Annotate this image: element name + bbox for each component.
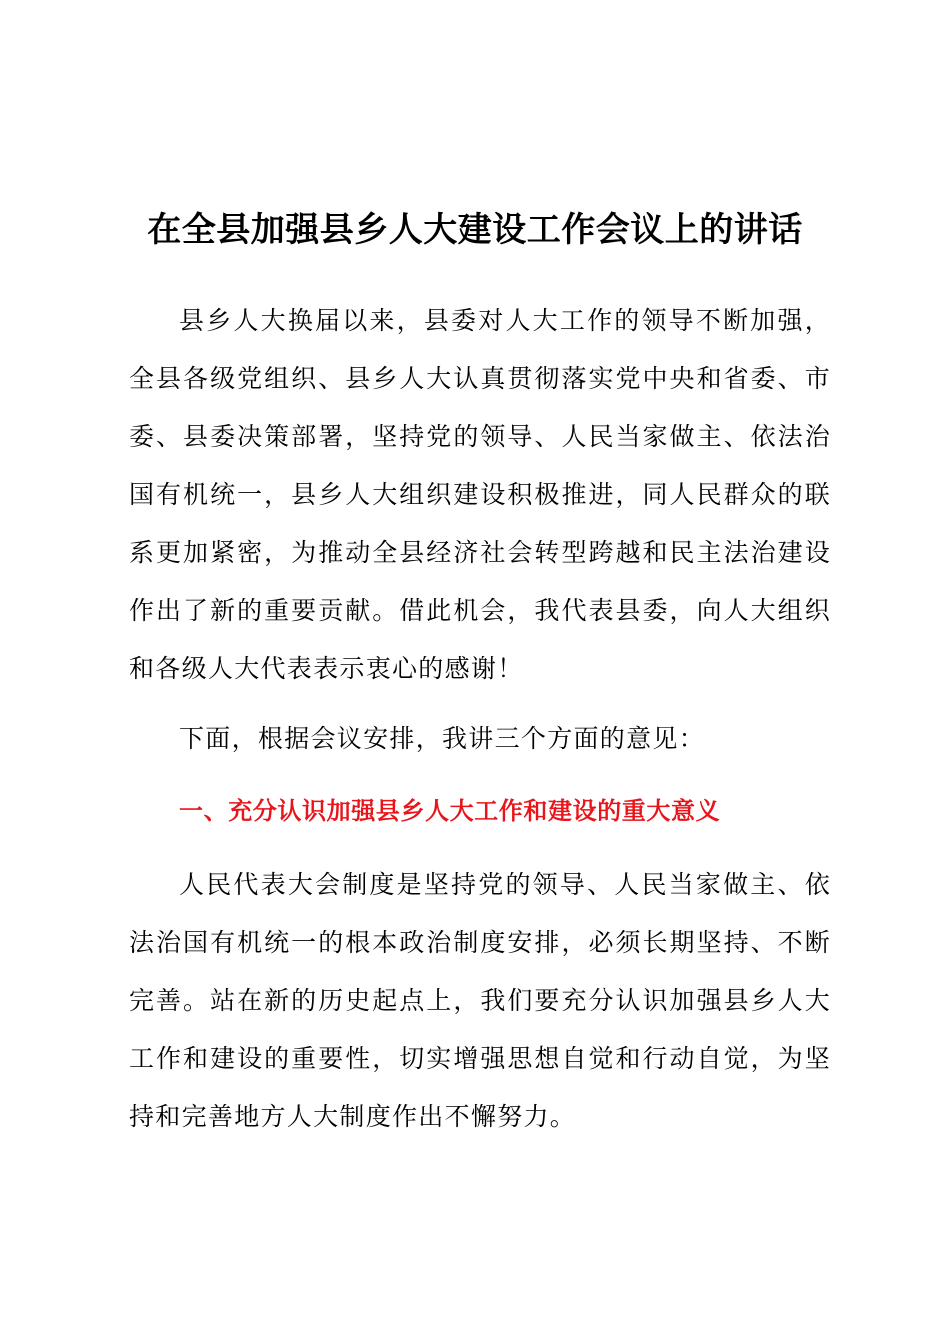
section-1-paragraph: 人民代表大会制度是坚持党的领导、人民当家做主、依法治国有机统一的根本政治制度安排，必须长期坚持、不断完善。站在新的历史起点上，我们要充分认识加强县乡人大工作和建设的重要性，切实增强思想自觉和行动自觉，为坚持和完善地方人大制度作出不懈努力。 [129, 870, 831, 1131]
intro-paragraph: 县乡人大换届以来，县委对人大工作的领导不断加强，全县各级党组织、县乡人大认真贯彻落实党中央和省委、市委、县委决策部署，坚持党的领导、人民当家做主、依法治国有机统一，县乡人大组织建设积极推进，同人民群众的联系更加紧密，为推动全县经济社会转型跨越和民主法治建设作出了新的重要贡献。借此机会，我代表县委，向人大组织和各级人大代表表示衷心的感谢！ [129, 306, 831, 683]
section-heading-1: 一、充分认识加强县乡人大工作和建设的重大意义 [179, 797, 721, 825]
document-title: 在全县加强县乡人大建设工作会议上的讲话 [147, 210, 803, 250]
transition-paragraph: 下面，根据会议安排，我讲三个方面的意见： [179, 724, 706, 753]
